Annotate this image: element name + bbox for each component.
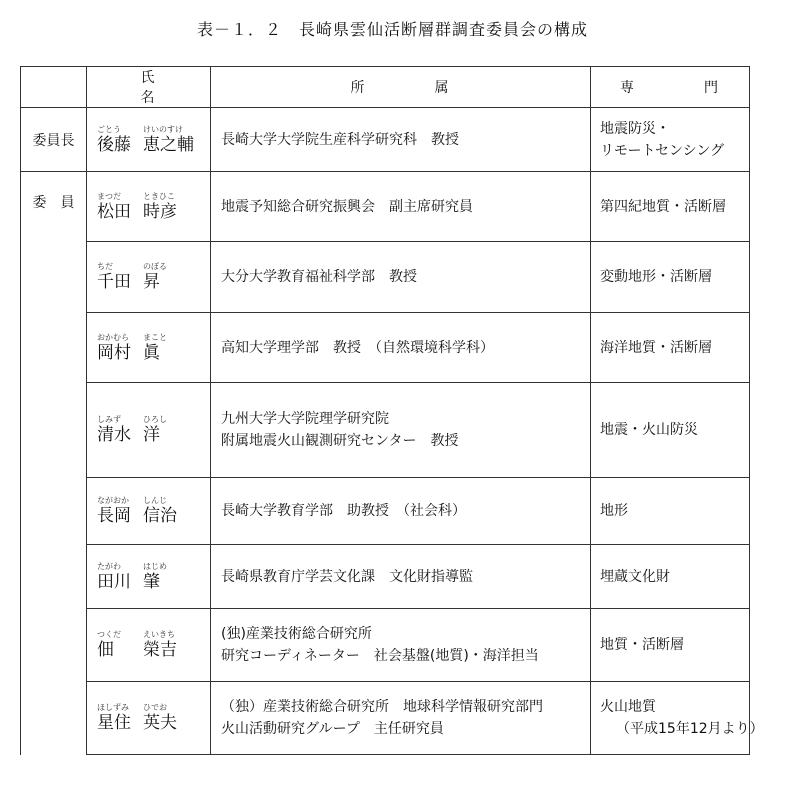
given-reading: ひでお [143,703,167,712]
given-name: 恵之輔 [143,134,194,155]
specialty-line: 火山地質 [600,699,656,715]
specialty-line: リモートセンシング [600,142,725,159]
member-name-cell [87,609,211,682]
affiliation-line: 地震予知総合研究振興会 副主席研究員 [221,198,473,215]
given-reading: まこと [143,332,167,342]
table-row [21,242,750,313]
family-name: 長岡 [97,506,131,526]
family-name: 清水 [97,425,131,445]
affiliation-line: 大分大学教育福祉科学部 教授 [221,269,417,285]
affiliation-line: 研究コーディネーター 社会基盤(地質)・海洋担当 [221,648,539,664]
member-specialty [591,682,764,755]
member-affiliation [211,313,591,383]
table-row [21,383,750,478]
family-reading: しみず [97,415,121,424]
given-name: 肇 [143,571,160,592]
header-name: 氏 名 [87,67,211,108]
name-reading [97,192,210,202]
given-reading: えいきち [143,630,175,639]
given-reading: ひろし [143,415,167,424]
specialty-line: 地震防災・ [600,120,670,137]
member-specialty [591,478,750,545]
name-reading [97,703,210,713]
family-reading: まつだ [97,191,121,201]
given-reading: ときひこ [143,191,175,201]
family-name: 松田 [97,201,131,222]
table-row [21,108,750,172]
role-cell-member [21,172,87,755]
member-name-cell [87,313,211,383]
given-name: 洋 [143,425,160,445]
member-name [97,506,210,526]
name-reading [97,630,210,640]
family-name: 田川 [97,571,131,592]
given-reading: しんじ [143,496,167,505]
affiliation-line: 高知大学理学部 教授 （自然環境科学科） [221,339,494,356]
member-name [97,572,210,592]
affiliation-line: 長崎県教育庁学芸文化課 文化財指導監 [221,568,473,585]
family-reading: おかむら [97,332,129,342]
role-label: 委 員 [32,195,75,211]
family-reading: ちだ [97,262,113,271]
member-affiliation [211,682,591,755]
specialty-line: 海洋地質・活断層 [600,339,712,356]
family-name: 星住 [97,713,131,733]
table-row [21,313,750,383]
family-reading: ながおか [97,496,129,505]
specialty-line: 第四紀地質・活断層 [600,198,726,215]
table-row [21,478,750,545]
name-reading [97,333,210,343]
given-reading: けいのすけ [143,124,183,134]
role-cell-chair [21,108,87,172]
affiliation-line: 長崎大学教育学部 助教授 （社会科） [221,503,466,519]
header-specialty: 専 門 [591,67,750,108]
family-name: 岡村 [97,342,131,363]
given-reading: はじめ [143,561,167,571]
role-label: 委員長 [32,132,75,149]
table-row [21,545,750,609]
table-title: 表－１．２ 長崎県雲仙活断層群調査委員会の構成 [196,20,588,39]
family-reading: たがわ [97,561,121,571]
member-affiliation [211,172,591,242]
member-name [97,343,210,363]
given-name: 昇 [143,272,160,292]
affiliation-line: (独)産業技術総合研究所 [221,626,372,642]
header-affiliation: 所 属 [211,67,591,108]
member-name-cell [87,682,211,755]
family-reading: ほしずみ [97,703,129,712]
member-name-cell [87,242,211,313]
member-name [97,640,210,660]
family-name: 千田 [97,272,131,292]
table-row [21,609,750,682]
name-reading [97,125,210,135]
member-name-cell [87,108,211,172]
specialty-line: 地形 [600,503,628,519]
member-name [97,425,210,445]
specialty-line: 地震・火山防災 [600,422,698,438]
specialty-line: （平成15年12月より） [616,721,764,737]
given-reading: のぼる [143,262,167,271]
affiliation-line: 附属地震火山観測研究センター 教授 [221,433,459,449]
member-affiliation [211,108,591,172]
member-affiliation [211,609,591,682]
given-name: 時彦 [143,201,177,222]
family-reading: ごとう [97,124,121,134]
family-reading: つくだ [97,630,121,639]
family-name: 佃 [97,640,114,660]
member-name [97,135,210,155]
name-reading [97,562,210,572]
member-specialty [591,609,750,682]
specialty-line: 変動地形・活断層 [600,269,712,285]
member-specialty [591,108,750,172]
affiliation-line: （独）産業技術総合研究所 地球科学情報研究部門 [221,699,543,715]
affiliation-line: 火山活動研究グループ 主任研究員 [221,721,444,737]
member-name [97,202,210,222]
table-row [21,682,750,755]
member-specialty [591,545,750,609]
given-name: 英夫 [143,713,177,733]
member-name-cell [87,383,211,478]
member-specialty [591,383,750,478]
member-affiliation [211,383,591,478]
specialty-line: 地質・活断層 [600,637,684,653]
member-affiliation [211,545,591,609]
given-name: 榮吉 [143,640,177,660]
member-affiliation [211,478,591,545]
member-name [97,713,210,733]
member-name-cell [87,172,211,242]
member-specialty [591,242,750,313]
specialty-line: 埋蔵文化財 [600,568,670,585]
name-reading [97,415,210,425]
member-name-cell [87,545,211,609]
name-reading [97,496,210,506]
given-name: 信治 [143,506,177,526]
table-row [21,172,750,242]
member-affiliation [211,242,591,313]
affiliation-line: 長崎大学大学院生産科学研究科 教授 [221,131,459,148]
committee-table [20,66,764,755]
header-role [21,67,87,108]
header-row [21,67,750,108]
member-specialty [591,172,750,242]
family-name: 後藤 [97,134,131,155]
member-name-cell [87,478,211,545]
member-specialty [591,313,750,383]
affiliation-line: 九州大学大学院理学研究院 [221,411,389,427]
given-name: 眞 [143,342,160,363]
member-name [97,272,210,292]
name-reading [97,262,210,272]
